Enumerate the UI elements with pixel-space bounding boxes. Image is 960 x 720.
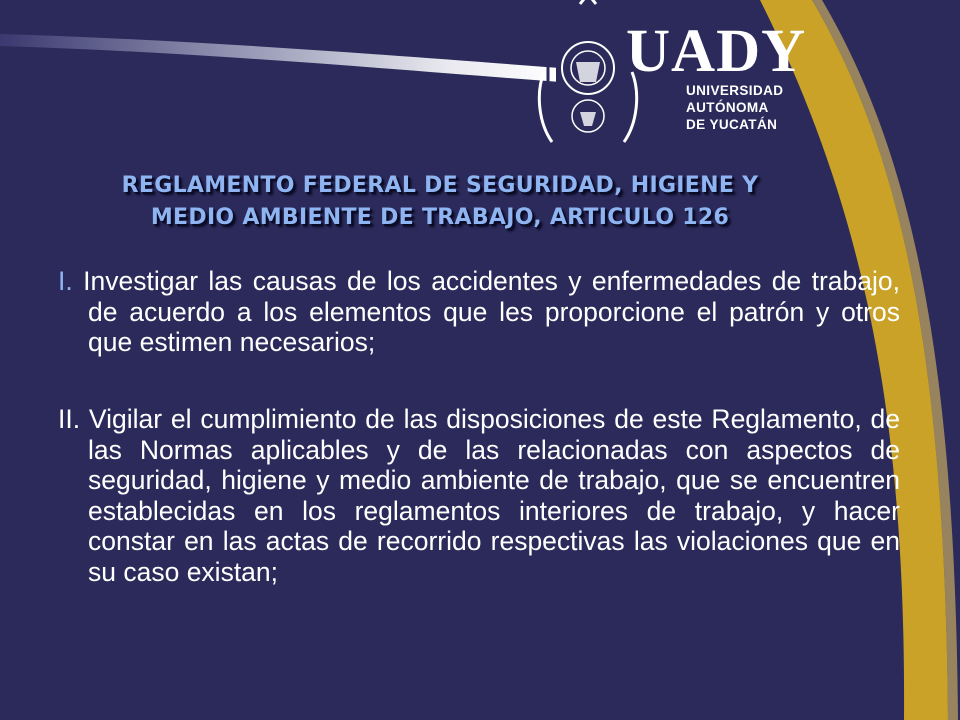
slide-title-line-1: REGLAMENTO FEDERAL DE SEGURIDAD, HIGIENE Y xyxy=(121,173,759,198)
item-text: Investigar las causas de los accidentes y enfermedades de trabajo, de acuerdo a los elementos que les proporcione el patrón y otros que estimen necesarios; xyxy=(83,266,900,357)
list-item-2 xyxy=(58,404,900,587)
item-number: II. xyxy=(58,404,81,434)
item-number: I. xyxy=(58,266,73,296)
logo-acronym: UADY xyxy=(626,18,807,85)
logo-name-line: AUTÓNOMA xyxy=(686,100,769,115)
logo-name xyxy=(686,82,783,133)
slide-title-line-2: MEDIO AMBIENTE DE TRABAJO, ARTICULO 126 xyxy=(150,205,730,230)
list-item-1 xyxy=(58,266,900,358)
silver-swoosh xyxy=(0,34,560,82)
slide-title xyxy=(40,170,840,234)
logo-name-line: UNIVERSIDAD xyxy=(686,83,784,98)
item-text: Vigilar el cumplimiento de las disposiciones de este Reglamento, de las Normas aplicables y de las relacionadas con aspectos de seguridad, higiene y medio ambiente de trabajo, que se encuentren establecidas en los reglamentos interiores de trabajo, y hacer constar en las actas de recorrido respectivas las violaciones que en su caso existan; xyxy=(88,404,900,587)
logo-name-line: DE YUCATÁN xyxy=(686,117,778,132)
